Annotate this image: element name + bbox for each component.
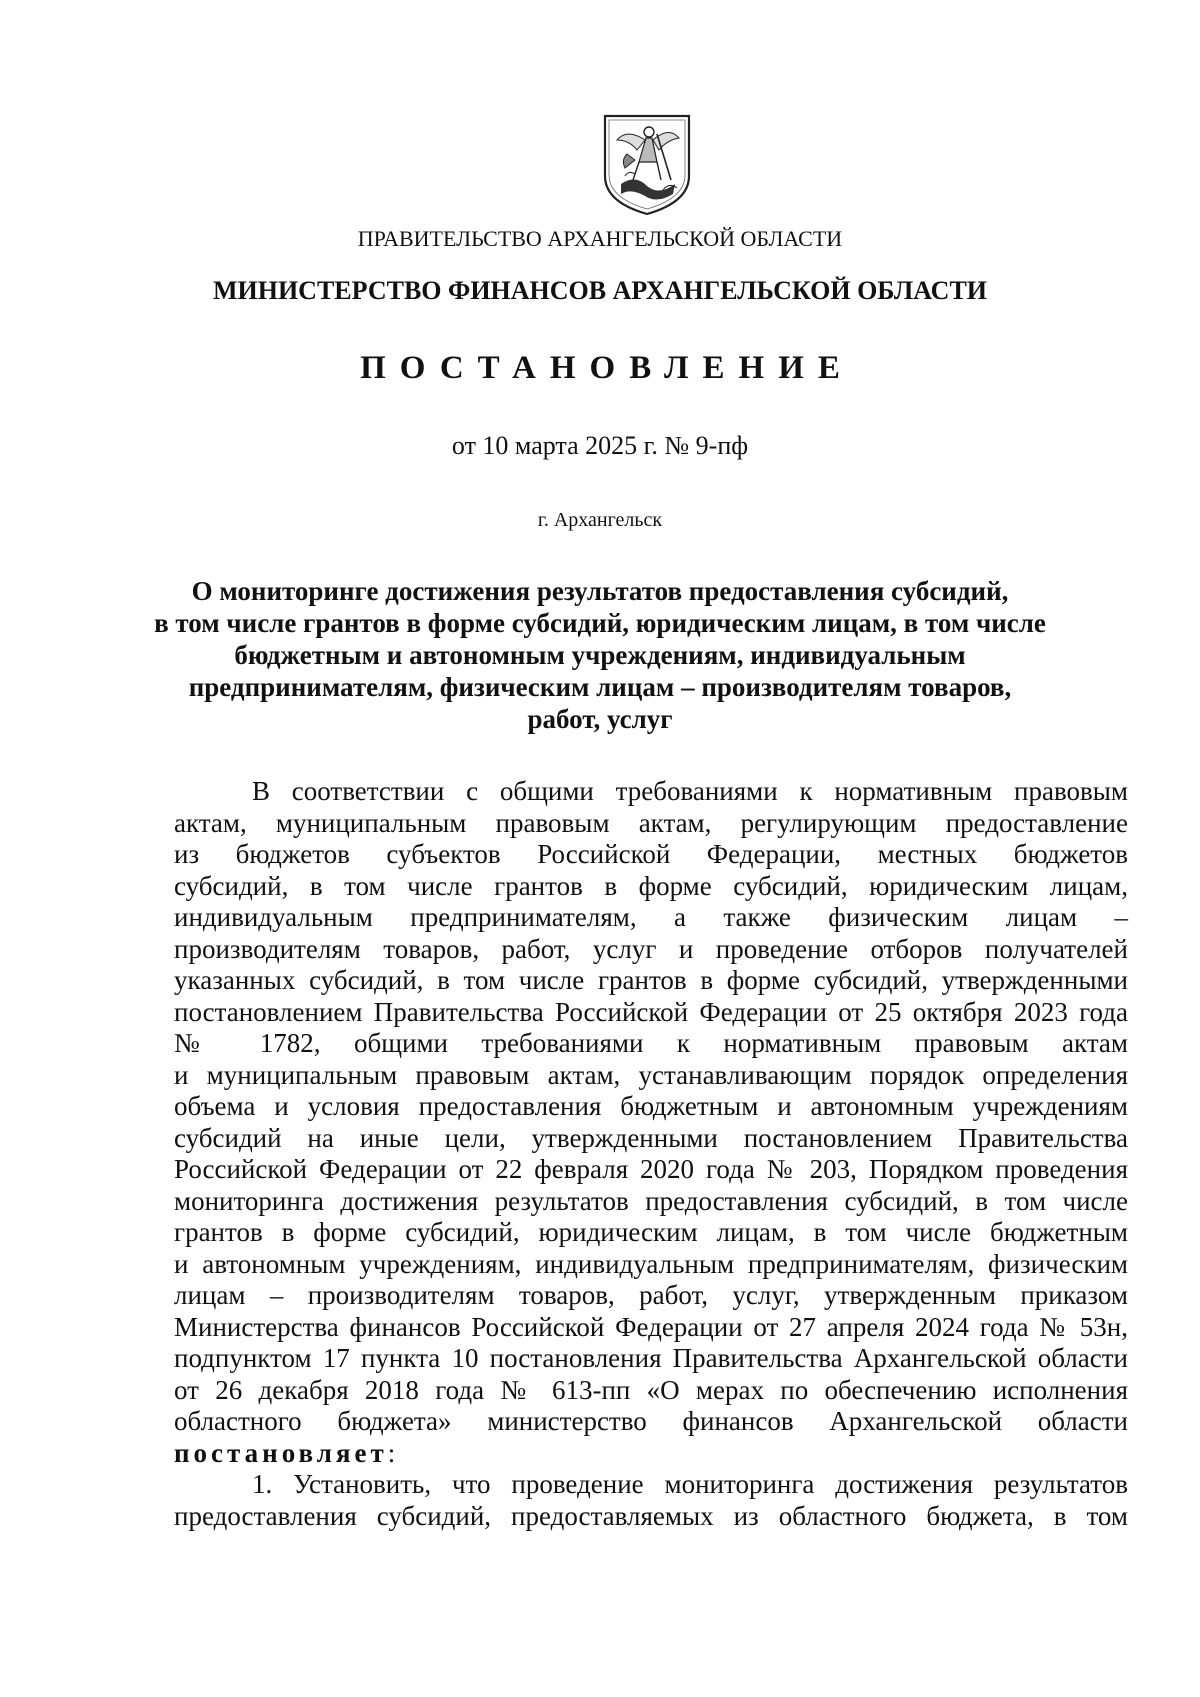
government-name: ПРАВИТЕЛЬСТВО АРХАНГЕЛЬСКОЙ ОБЛАСТИ [357,226,843,251]
item-line: 1. Установить, что проведение мониторинга достижения результатов [252,1469,1128,1499]
title-line: бюджетным и автономным учреждениям, индивидуальным [234,640,966,670]
coat-of-arms-icon [599,110,695,218]
body-line: индивидуальным предпринимателям, а также физическим лицам – [174,902,1128,932]
body-line: лицам – производителям товаров, работ, услуг, утвержденным приказом [174,1280,1128,1310]
title-line: в том числе грантов в форме субсидий, юридическим лицам, в том числе [154,608,1046,638]
document-city: г. Архангельск [537,509,663,531]
body-line: областного бюджета» министерство финансов Архангельской области [174,1406,1128,1436]
body-line: указанных субсидий, в том числе грантов в форме субсидий, утвержденными [174,965,1128,995]
body-line: подпунктом 17 пункта 10 постановления Правительства Архангельской области [174,1343,1128,1373]
body-line: от 26 декабря 2018 года № 613-пп «О мерах по обеспечению исполнения [174,1374,1128,1405]
body-line: мониторинга достижения результатов предоставления субсидий, в том числе [174,1185,1128,1216]
resolves-word: постановляет [174,1437,388,1468]
body-line: и муниципальным правовым актам, устанавливающим порядок определения [174,1059,1128,1090]
document-date-number: от 10 марта 2025 г. № 9-пф [451,431,749,460]
document-type: ПОСТАНОВЛЕНИЕ [360,350,854,386]
body-line: постановлением Правительства Российской Федерации от 25 октября 2023 года [174,996,1128,1027]
document-body [174,776,1128,1532]
body-line: Российской Федерации от 22 февраля 2020 года № 203, Порядком проведения [174,1154,1128,1184]
title-line: О мониторинге достижения результатов предоставления субсидий, [191,576,1009,606]
item-line: предоставления субсидий, предоставляемых из областного бюджета, в том [174,1500,1128,1531]
body-line: субсидий на иные цели, утвержденными постановлением Правительства [174,1122,1128,1153]
resolves-colon: : [387,1437,396,1468]
body-line: объема и условия предоставления бюджетным и автономным учреждениям [174,1091,1128,1121]
body-line: Министерства финансов Российской Федерации от 27 апреля 2024 года № 53н, [174,1311,1128,1342]
title-line: работ, услуг [527,704,673,734]
title-line: предпринимателям, физическим лицам – производителям товаров, [188,672,1012,702]
resolves-line [174,1438,1128,1470]
body-line: грантов в форме субсидий, юридическим лицам, в том числе бюджетным [174,1217,1128,1247]
body-line: производителям товаров, работ, услуг и проведение отборов получателей [174,933,1128,964]
body-line: и автономным учреждениям, индивидуальным предпринимателям, физическим [174,1248,1128,1279]
ministry-name: МИНИСТЕРСТВО ФИНАНСОВ АРХАНГЕЛЬСКОЙ ОБЛАСТИ [212,276,988,305]
body-line: субсидий, в том числе грантов в форме субсидий, юридическим лицам, [174,870,1128,901]
document-title [150,575,1050,735]
body-line: актам, муниципальным правовым актам, регулирующим предоставление [174,807,1128,838]
body-line: из бюджетов субъектов Российской Федерации, местных бюджетов [174,839,1128,869]
body-line: В соответствии с общими требованиями к нормативным правовым [252,776,1128,806]
body-line: № 1782, общими требованиями к нормативным правовым актам [174,1028,1128,1058]
